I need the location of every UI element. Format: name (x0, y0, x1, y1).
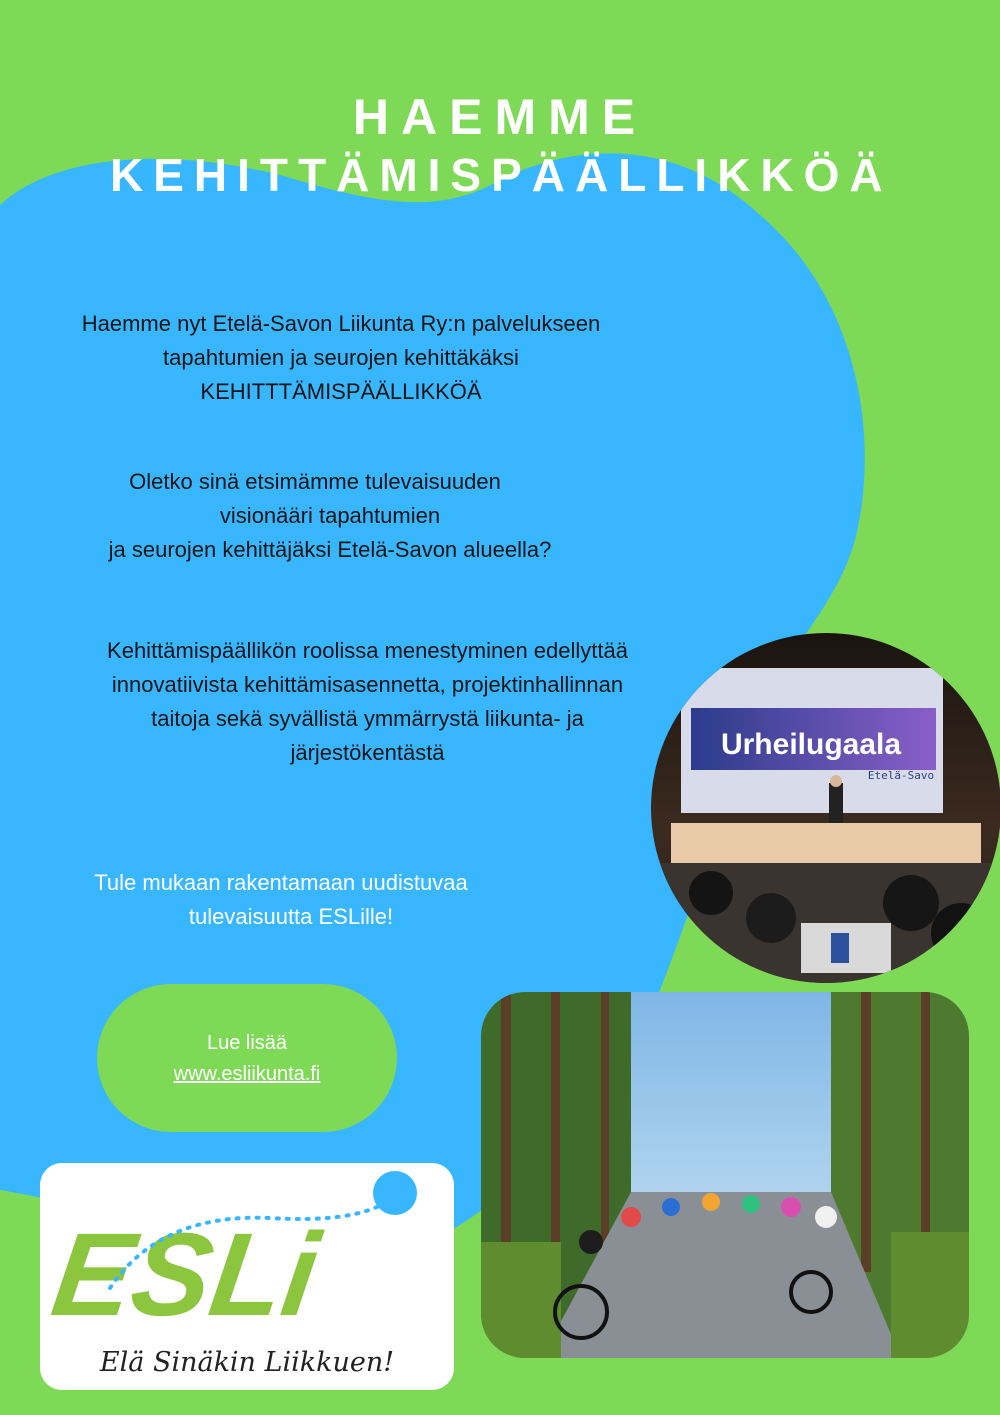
question-line: Oletko sinä etsimämme tulevaisuuden (129, 469, 501, 494)
role-line: järjestökentästä (290, 740, 445, 765)
esli-wordmark: ESLi (45, 1209, 326, 1341)
title-line-2: KEHITTÄMISPÄÄLLIKKÖÄ (110, 149, 893, 201)
gala-screen-subtitle: Etelä-Savo (867, 769, 935, 782)
role-line: taitoja sekä syvällistä ymmärrystä liikunta- ja (151, 706, 584, 731)
website-link[interactable]: www.esliikunta.fi (173, 1063, 321, 1085)
gala-screen-title: Urheilugaala (720, 728, 902, 761)
title-line-1: HAEMME (352, 89, 648, 145)
intro-paragraph (20, 307, 662, 409)
esli-logo (40, 1163, 454, 1390)
blue-dot-icon (373, 1171, 417, 1215)
role-paragraph (30, 634, 705, 770)
read-more-button[interactable] (97, 984, 397, 1132)
question-paragraph (20, 465, 640, 567)
question-line: ja seurojen kehittäjäksi Etelä-Savon alueella? (108, 537, 552, 562)
invite-paragraph (20, 866, 542, 934)
question-line: visionääri tapahtumien (219, 503, 441, 528)
intro-line: KEHITTTÄMISPÄÄLLIKKÖÄ (200, 379, 482, 404)
cycling-event-photo (481, 992, 969, 1358)
role-line: Kehittämispäällikön roolissa menestyminen edellyttää (107, 638, 628, 663)
invite-line: tulevaisuutta ESLille! (188, 904, 394, 929)
invite-line: Tule mukaan rakentamaan uudistuvaa (94, 870, 468, 895)
logo-slogan: Elä Sinäkin Liikkuen! (99, 1347, 395, 1378)
intro-line: Haemme nyt Etelä-Savon Liikunta Ry:n palvelukseen (81, 311, 601, 336)
intro-line: tapahtumien ja seurojen kehittäkäksi (163, 345, 519, 370)
role-line: innovatiivista kehittämisasennetta, projektinhallinnan (111, 672, 624, 697)
read-more-label: Lue lisää (206, 1032, 288, 1054)
urheilugaala-photo (651, 633, 1000, 983)
esli-logo-card (40, 1163, 454, 1390)
